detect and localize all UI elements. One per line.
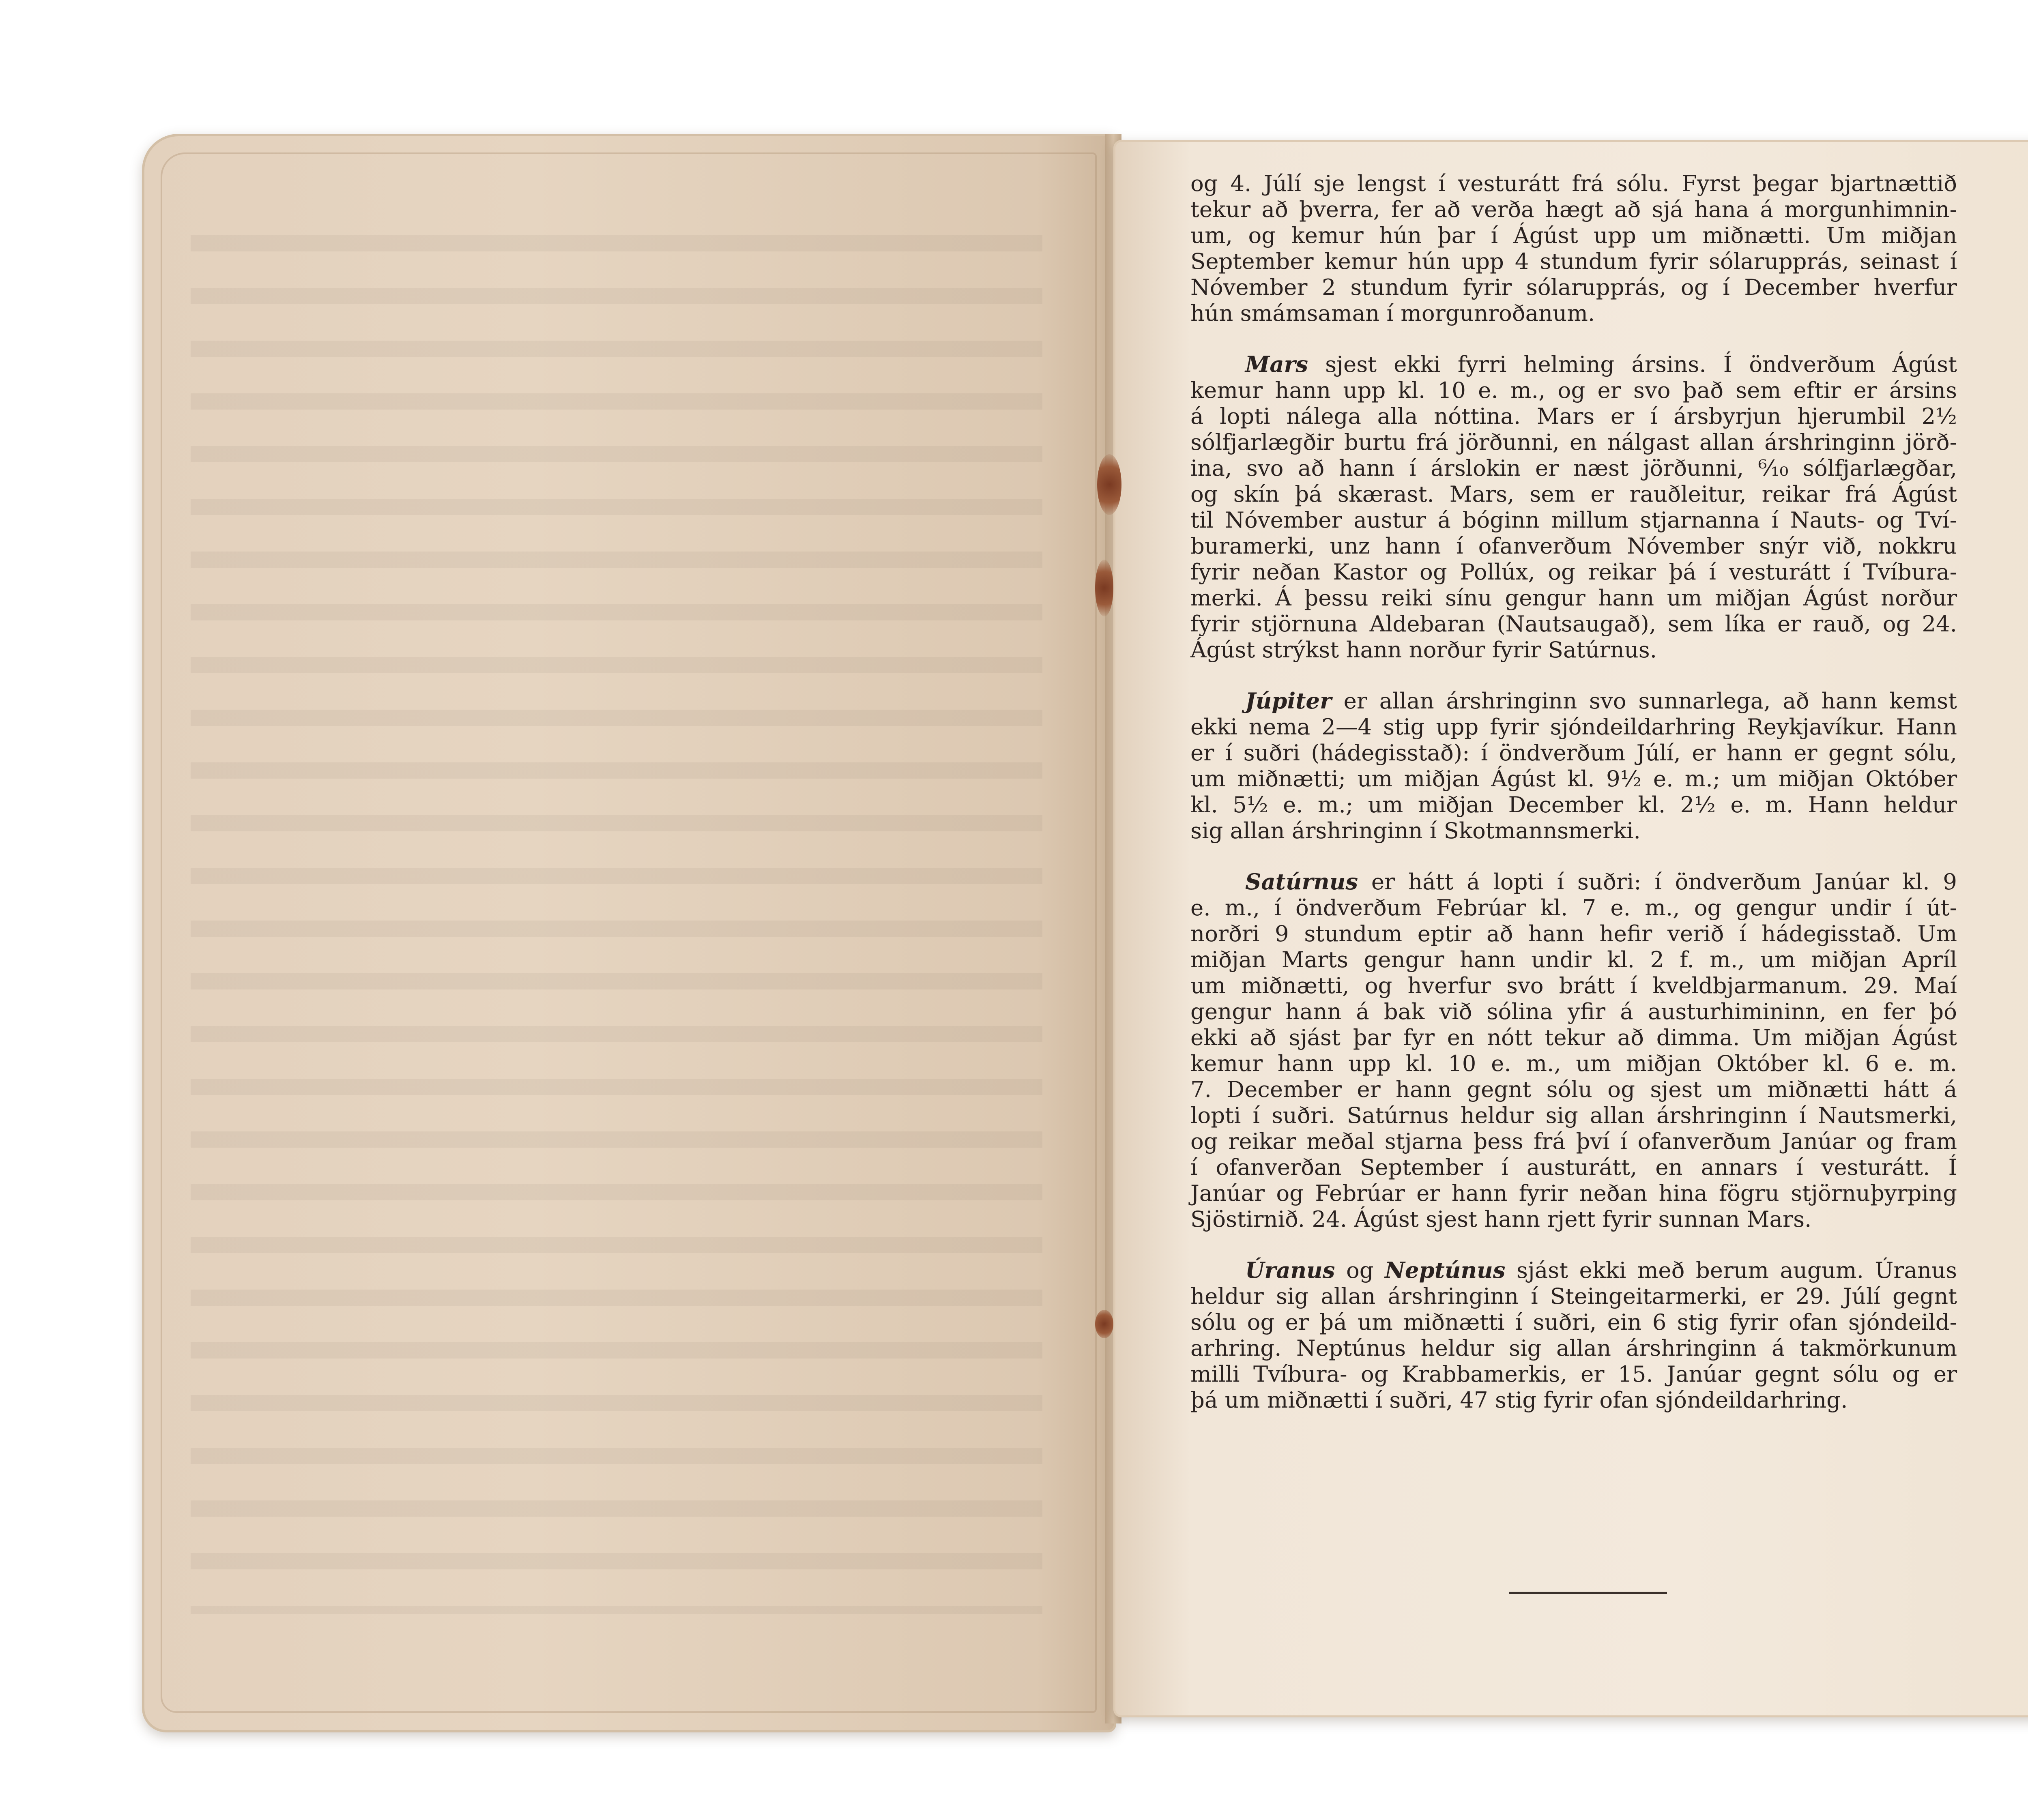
text-line: lopti í suðri. Satúrnus heldur sig allan árshringinn í Nautsmerki, <box>1190 1102 1957 1128</box>
paragraph-uranus-neptunus <box>1190 1257 1957 1413</box>
rust-stain-bottom <box>1095 1310 1113 1338</box>
text-line: sólfjarlægðir burtu frá jörðunni, en nálgast allan árshringinn jörð- <box>1190 429 1957 455</box>
text-line-first <box>1190 869 1957 895</box>
text-line: kemur hann upp kl. 10 e. m., og er svo það sem eftir er ársins <box>1190 377 1957 403</box>
text-line: milli Tvíbura- og Krabbamerkis, er 15. Janúar gegnt sólu og er <box>1190 1361 1957 1387</box>
text-line: til Nóvember austur á bóginn millum stjarnanna í Nauts- og Tví- <box>1190 507 1957 533</box>
text-line: ekki að sjást þar fyr en nótt tekur að dimma. Um miðjan Ágúst <box>1190 1024 1957 1050</box>
text-line: og reikar meðal stjarna þess frá því í ofanverðum Janúar og fram <box>1190 1128 1957 1154</box>
paragraph-jupiter <box>1190 688 1957 843</box>
planet-name-uranus: Úranus <box>1245 1257 1335 1283</box>
text-line: ina, svo að hann í árslokin er næst jörðunni, ⁶⁄₁₀ sólfjarlægðar, <box>1190 455 1957 481</box>
text-line: Sjöstirnið. 24. Ágúst sjest hann rjett fyrir sunnan Mars. <box>1190 1206 1812 1232</box>
text-line: norðri 9 stundum eptir að hann hefir verið í hádegisstað. Um <box>1190 921 1957 946</box>
text-line: kl. 5½ e. m.; um miðjan December kl. 2½ e. m. Hann heldur <box>1190 792 1957 818</box>
section-end-rule <box>1509 1592 1667 1594</box>
text-line: gengur hann á bak við sólina yfir á austurhimininn, en fer þó <box>1190 998 1957 1024</box>
text-line: um miðnætti; um miðjan Ágúst kl. 9½ e. m.; um miðjan Október <box>1190 766 1957 792</box>
text-line: á lopti nálega alla nóttina. Mars er í ársbyrjun hjerumbil 2½ <box>1190 403 1957 429</box>
connector-text: og <box>1335 1257 1385 1283</box>
bleed-through-shadow <box>191 235 1042 1614</box>
text-run: er hátt á lopti í suðri: í öndverðum Janúar kl. 9 <box>1358 869 1957 895</box>
text-line: buramerki, unz hann í ofanverðum Nóvember snýr við, nokkru <box>1190 533 1957 559</box>
right-page-text <box>1190 170 1957 1438</box>
text-line: um, og kemur hún þar í Ágúst upp um miðnætti. Um miðjan <box>1190 222 1957 248</box>
text-line: í ofanverðan September í austurátt, en annars í vesturátt. Í <box>1190 1154 1957 1180</box>
planet-name-mars: Mars <box>1245 351 1308 377</box>
text-line: September kemur hún upp 4 stundum fyrir sólarupprás, seinast í <box>1190 248 1957 274</box>
text-line: Nóvember 2 stundum fyrir sólarupprás, og í December hverfur <box>1190 274 1957 300</box>
text-run: sjest ekki fyrri helming ársins. Í öndverðum Ágúst <box>1308 351 1957 377</box>
text-line: merki. Á þessu reiki sínu gengur hann um miðjan Ágúst norður <box>1190 585 1957 611</box>
planet-name-neptunus: Neptúnus <box>1385 1257 1506 1283</box>
text-run: er allan árshringinn svo sunnarlega, að hann kemst <box>1331 688 1957 714</box>
text-line: Ágúst strýkst hann norður fyrir Satúrnus. <box>1190 637 1657 663</box>
paragraph-mars <box>1190 351 1957 663</box>
text-line-first <box>1190 1257 1957 1283</box>
text-line: heldur sig allan árshringinn í Steingeitarmerki, er 29. Júlí gegnt <box>1190 1283 1957 1309</box>
text-line: sólu og er þá um miðnætti í suðri, ein 6 stig fyrir ofan sjóndeild- <box>1190 1309 1957 1335</box>
text-line: ekki nema 2—4 stig upp fyrir sjóndeildarhring Reykjavíkur. Hann <box>1190 714 1957 740</box>
text-line: um miðnætti, og hverfur svo brátt í kveldbjarmanum. 29. Maí <box>1190 972 1957 998</box>
paragraph-saturnus <box>1190 869 1957 1232</box>
text-line: hún smámsaman í morgunroðanum. <box>1190 300 1595 326</box>
text-line: fyrir stjörnuna Aldebaran (Nautsaugað), sem líka er rauð, og 24. <box>1190 611 1957 637</box>
text-line: er í suðri (hádegisstað): í öndverðum Júlí, er hann er gegnt sólu, <box>1190 740 1957 766</box>
paragraph-venus-continued <box>1190 170 1957 326</box>
rust-stain-mid <box>1095 560 1113 616</box>
planet-name-jupiter: Júpiter <box>1245 688 1332 714</box>
text-line: fyrir neðan Kastor og Pollúx, og reikar þá í vesturátt í Tvíbura- <box>1190 559 1957 585</box>
planet-name-saturnus: Satúrnus <box>1245 869 1358 895</box>
rust-stain-top <box>1097 454 1121 515</box>
text-line: Janúar og Febrúar er hann fyrir neðan hina fögru stjörnuþyrping <box>1190 1180 1957 1206</box>
text-line: e. m., í öndverðum Febrúar kl. 7 e. m., og gengur undir í út- <box>1190 895 1957 921</box>
text-line: sig allan árshringinn í Skotmannsmerki. <box>1190 818 1641 843</box>
text-line: þá um miðnætti í suðri, 47 stig fyrir ofan sjóndeildarhring. <box>1190 1387 1848 1413</box>
text-line-first <box>1190 688 1957 714</box>
text-line: og skín þá skærast. Mars, sem er rauðleitur, reikar frá Ágúst <box>1190 481 1957 507</box>
text-line: kemur hann upp kl. 10 e. m., um miðjan Október kl. 6 e. m. <box>1190 1050 1957 1076</box>
text-line: arhring. Neptúnus heldur sig allan árshringinn á takmörkunum <box>1190 1335 1957 1361</box>
text-line: 7. December er hann gegnt sólu og sjest um miðnætti hátt á <box>1190 1076 1957 1102</box>
text-line-first <box>1190 351 1957 377</box>
text-line: og 4. Júlí sje lengst í vesturátt frá sólu. Fyrst þegar bjartnættið <box>1190 170 1957 196</box>
text-line: miðjan Marts gengur hann undir kl. 2 f. m., um miðjan Apríl <box>1190 946 1957 972</box>
text-line: tekur að þverra, fer að verða hægt að sjá hana á morgunhimnin- <box>1190 196 1957 222</box>
text-run: sjást ekki með berum augum. Úranus <box>1505 1257 1957 1283</box>
